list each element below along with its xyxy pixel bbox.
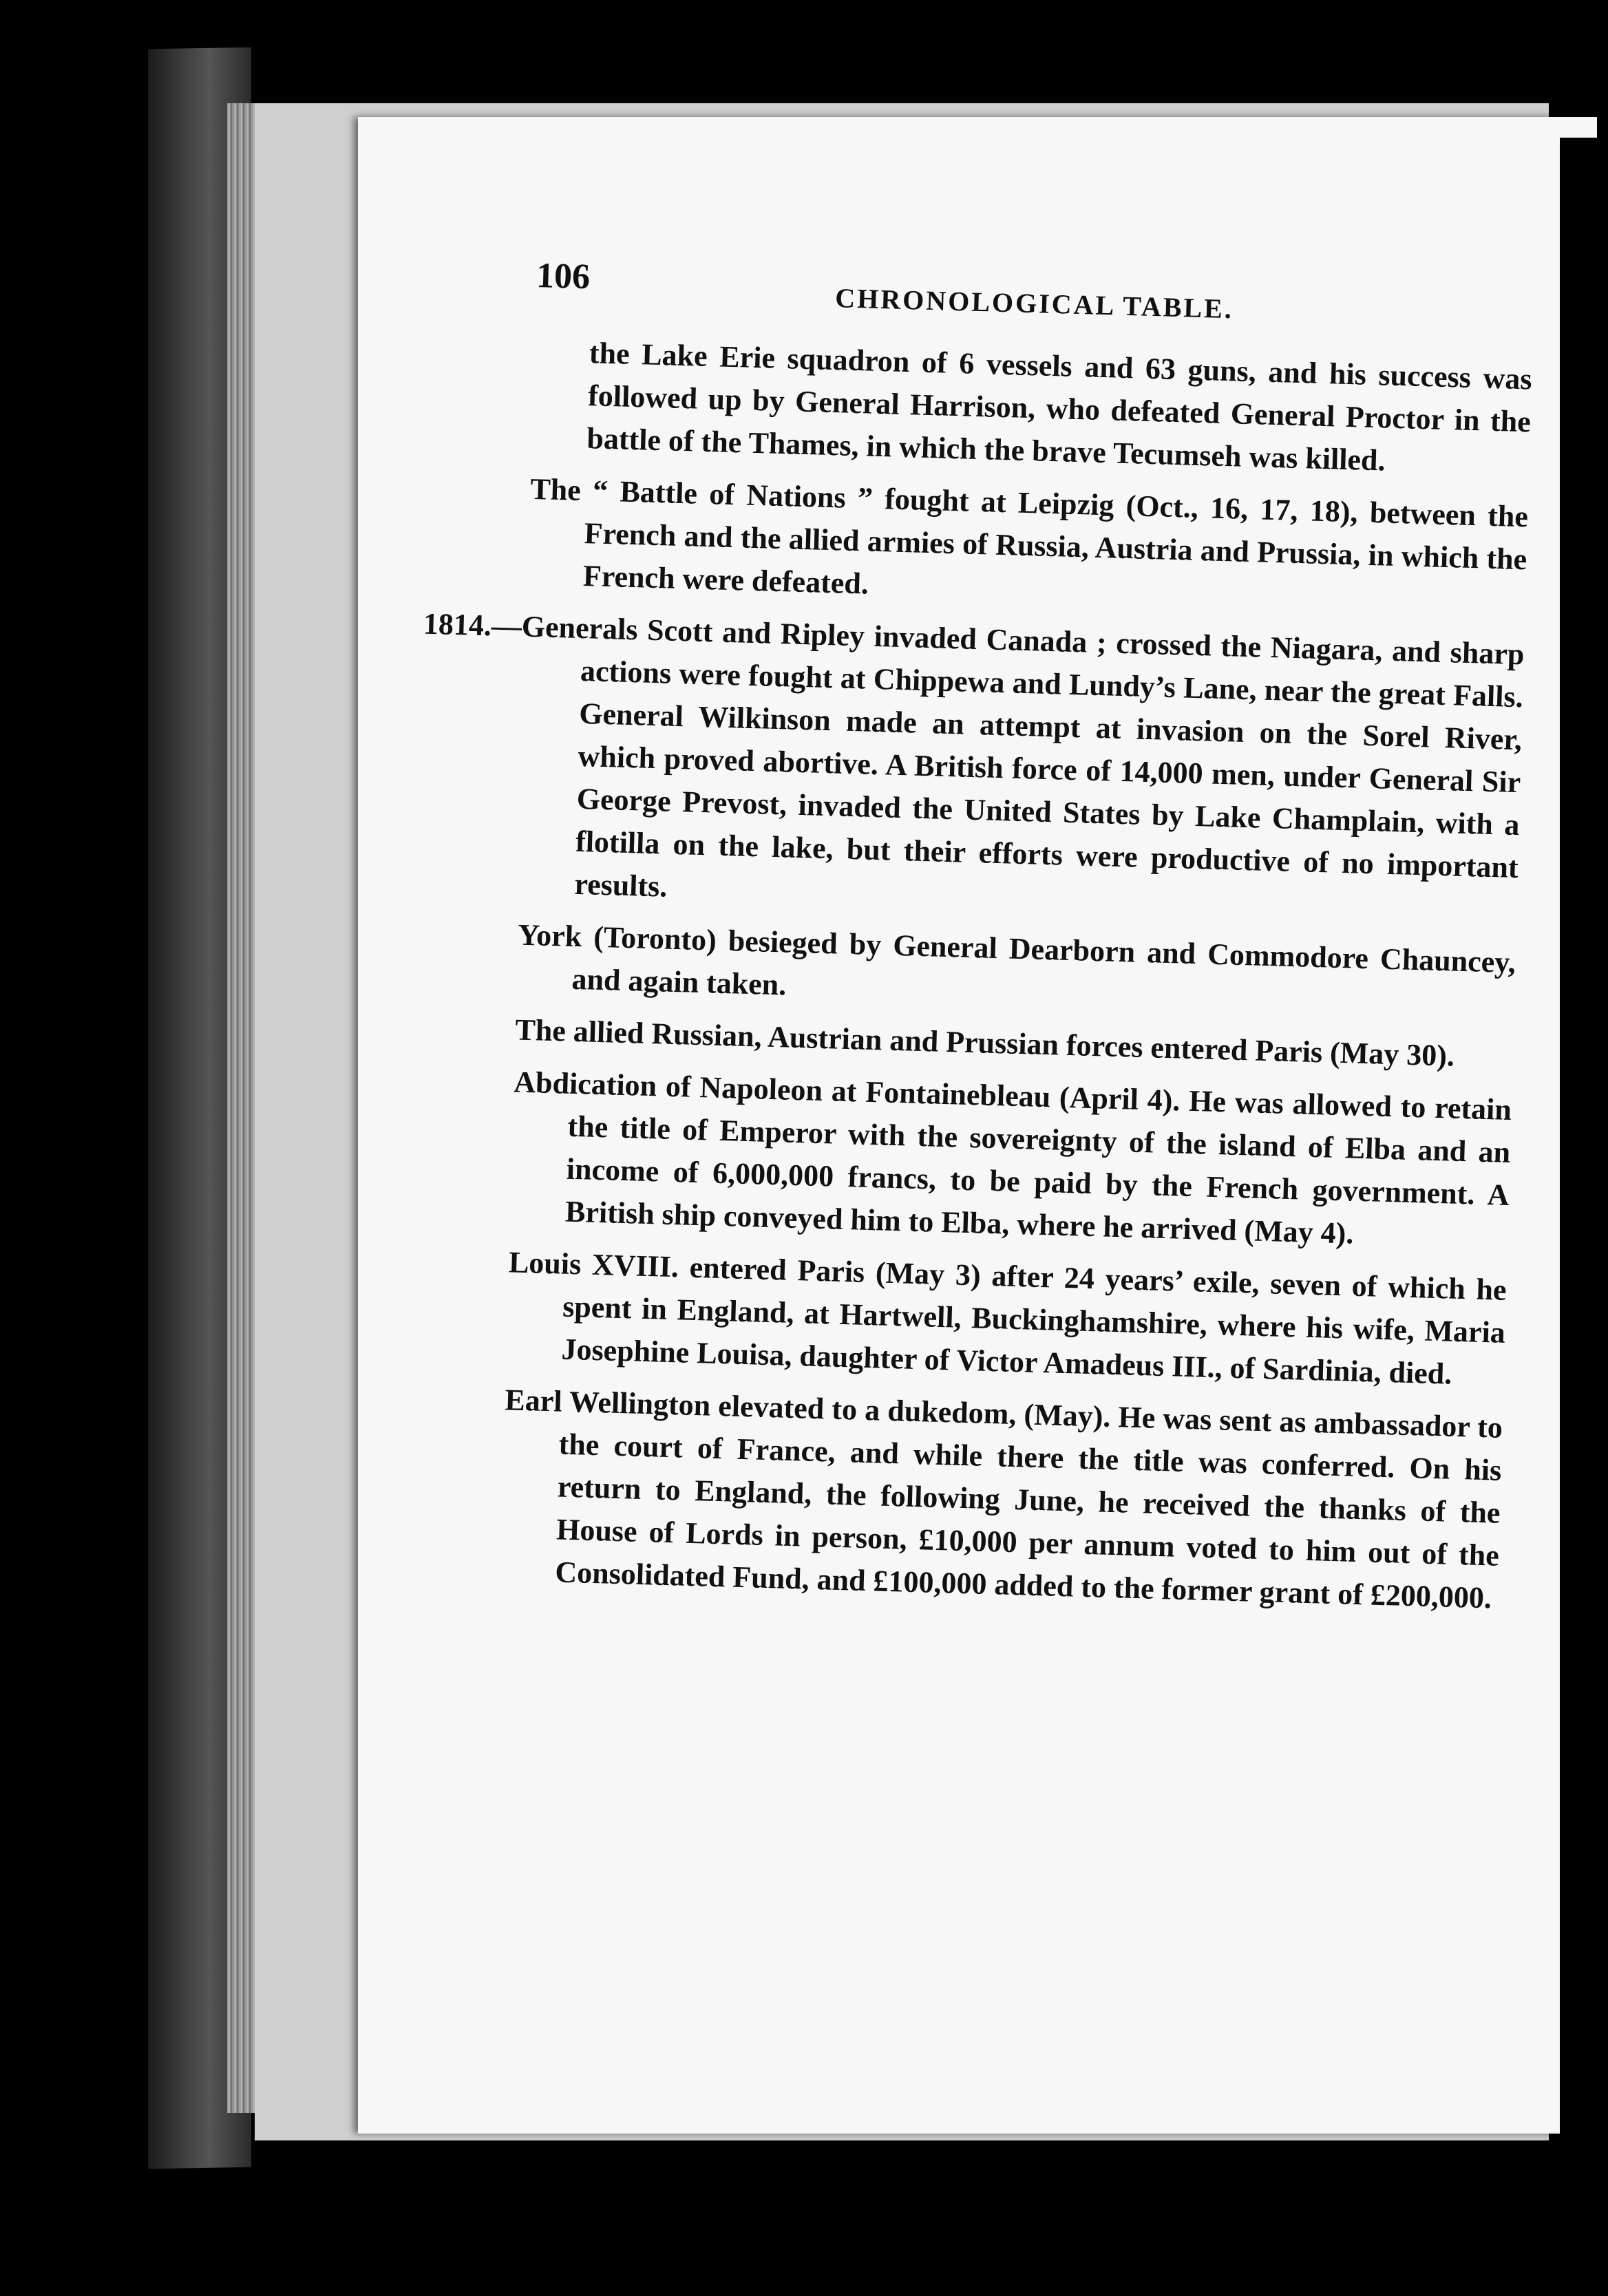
entry-text: Louis XVIII. entered Paris (May 3) after 24 years’ exile, seven of which he spent in England, at Hartwell, Buckinghamshire, where his wife, Maria Josephine Louisa, daughter of Victor Amadeus III., of Sardinia, died. (508, 1245, 1508, 1391)
entry-text: Abdication of Napoleon at Fontainebleau (April 4). He was allowed to retain the title of Emperor with the sovereignty of the island of Elba and an income of 6,000,000 francs, to be paid by the French government. A British ship conveyed him to Elba, where he arrived (May 4). (513, 1065, 1512, 1251)
chronology-entry (527, 468, 1529, 624)
entry-text: The “ Battle of Nations ” fought at Leipzig (Oct., 16, 17, 18), between the French and the allied armies of Russia, Austria and Prussia, in which the French were defeated. (529, 471, 1529, 601)
chronology-entry-dated (416, 603, 1525, 933)
running-head: CHRONOLOGICAL TABLE. (834, 282, 1234, 325)
entry-text: The allied Russian, Austrian and Prussian forces entered Paris (May 30). (514, 1012, 1455, 1073)
chronology-entry (516, 914, 1516, 1027)
chronology-entry (509, 1061, 1512, 1259)
page-content (423, 255, 1534, 1630)
entry-text: —Generals Scott and Ripley invaded Canada ; crossed the Niagara, and sharp actions were fought at Chippewa and Lundy’s Lane, near the great Falls. General Wilkinson made an attempt at invasion on the Sorel River, which proved abortive. A British force of 14,000 men, under General Sir George Prevost, invaded the United States by Lake Champlain, with a flotilla on the lake, but their efforts were productive of no important results. (491, 608, 1525, 904)
entry-text: York (Toronto) besieged by General Dearborn and Commodore Chauncey, and again taken. (517, 917, 1516, 1002)
entry-text: Earl Wellington elevated to a dukedom, (May). He was sent as ambassador to the court of France, and while there the title was conferred. On his return to England, the following June, he received the thanks of the House of Lords in person, £10,000 per annum voted to him out of the Consolidated Fund, and £100,000 added to the former grant of £200,000. (504, 1383, 1503, 1615)
entry-text: the Lake Erie squadron of 6 vessels and 63 guns, and his success was followed up by General Harrison, who defeated General Proctor in the battle of the Thames, in which the brave Tecumseh was killed. (586, 336, 1533, 478)
entry-year: 1814. (423, 606, 492, 643)
chronology-entry (506, 1241, 1508, 1396)
scan-background-right (1560, 138, 1608, 2134)
chronology-entry (500, 1379, 1503, 1619)
page-number: 106 (536, 255, 591, 297)
